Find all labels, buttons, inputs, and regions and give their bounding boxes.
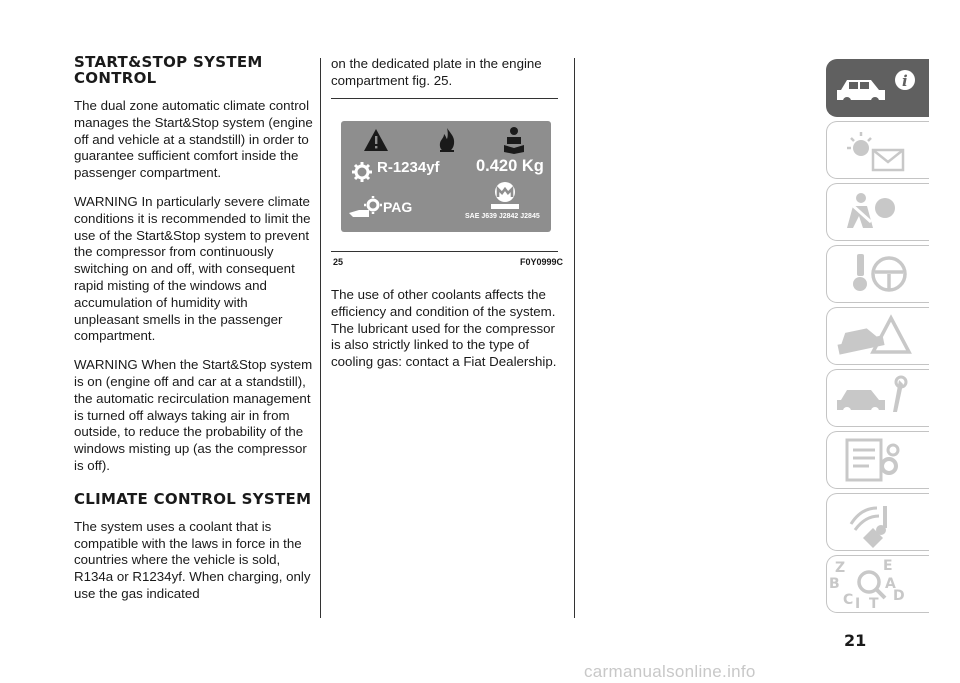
warning-paragraph: WARNING In particularly severe climate conditions it is recommended to limit the use of the Start&Stop system to prevent the compressor from continuously switching on and off, with consequent rapid misting of the windows and accumulation of humidity with unpleasant smells in the passenger compartment. <box>74 193 311 344</box>
index-icon <box>827 556 929 612</box>
lubricant-type: PAG <box>383 199 413 215</box>
tab-in-an-emergency[interactable] <box>826 307 929 365</box>
warning-paragraph: WARNING When the Start&Stop system is on (engine off and car at a standstill), the automatic recirculation management is turned off always taking air in from outside, to reduce the probability of the windows misting up (as the compressor is off). <box>74 357 313 473</box>
multimedia-icon <box>827 494 929 550</box>
refrigerant-type: R-1234yf <box>377 159 440 176</box>
warning-triangle-icon <box>363 128 389 152</box>
section-heading: CLIMATE CONTROL SYSTEM <box>74 489 312 508</box>
safety-airbag-icon <box>827 184 929 240</box>
index-letter: T <box>869 596 879 612</box>
index-letter: D <box>893 588 905 604</box>
paragraph: The system uses a coolant that is compatible with the laws in force in the countries where the vehicle is sold, R134a or R1234yf. When charging, only use the gas indicated <box>74 518 311 601</box>
flammable-icon <box>437 127 457 153</box>
paragraph: The dual zone automatic climate control manages the Start&Stop system (engine off and vehicle at a standstill) in order to guarantee sufficient comfort inside the passenger compartment. <box>74 98 313 181</box>
left-column <box>74 54 314 615</box>
tab-dashboard[interactable] <box>826 121 929 179</box>
figure-number: 25 <box>333 257 344 267</box>
tab-knowing-your-car[interactable] <box>826 59 929 117</box>
tab-servicing-care[interactable] <box>826 369 929 427</box>
tab-safety[interactable] <box>826 183 929 241</box>
index-letter: B <box>829 576 840 592</box>
read-manual-icon <box>499 126 529 154</box>
middle-column-continued <box>331 287 561 383</box>
figure-code: F0Y0999C <box>520 257 564 267</box>
mopar-logo <box>487 181 523 211</box>
paragraph: on the dedicated plate in the engine compartment fig. 25. <box>331 56 542 88</box>
sae-standards: SAE J639 J2842 J2845 <box>465 213 540 220</box>
column-divider <box>320 58 321 618</box>
ac-gear-icon <box>351 161 373 183</box>
index-letter: Z <box>835 560 846 576</box>
column-divider <box>574 58 575 618</box>
refrigerant-quantity: 0.420 Kg <box>476 157 544 175</box>
tab-multimedia[interactable] <box>826 493 929 551</box>
warning-lights-icon <box>827 122 929 178</box>
footer-watermark: carmanualsonline.info <box>584 662 756 681</box>
technical-data-icon <box>827 432 929 488</box>
index-letter: E <box>883 558 893 574</box>
emergency-icon <box>827 308 929 364</box>
svg-text:i: i <box>902 72 908 90</box>
page-number: 21 <box>844 631 867 650</box>
tab-technical-data[interactable] <box>826 431 929 489</box>
maintenance-icon <box>827 370 929 426</box>
index-letter: C <box>843 592 854 608</box>
tab-starting-driving[interactable] <box>826 245 929 303</box>
figure-bottom-rule <box>331 251 558 252</box>
steering-key-icon <box>827 246 929 302</box>
index-letter: I <box>855 596 861 612</box>
oil-can-gear-icon <box>347 195 383 221</box>
tab-index[interactable] <box>826 555 929 613</box>
section-heading: START&STOP SYSTEM CONTROL <box>74 53 263 87</box>
figure-top-rule <box>331 98 558 99</box>
refrigerant-plate-figure <box>341 121 551 232</box>
car-info-icon <box>827 60 929 116</box>
paragraph: The use of other coolants affects the efficiency and condition of the system. The lubricant used for the compressor is also strictly linked to the type of cooling gas: contact a Fiat Dealership. <box>331 287 557 370</box>
middle-column <box>331 56 559 102</box>
index-letter: A <box>885 576 896 592</box>
